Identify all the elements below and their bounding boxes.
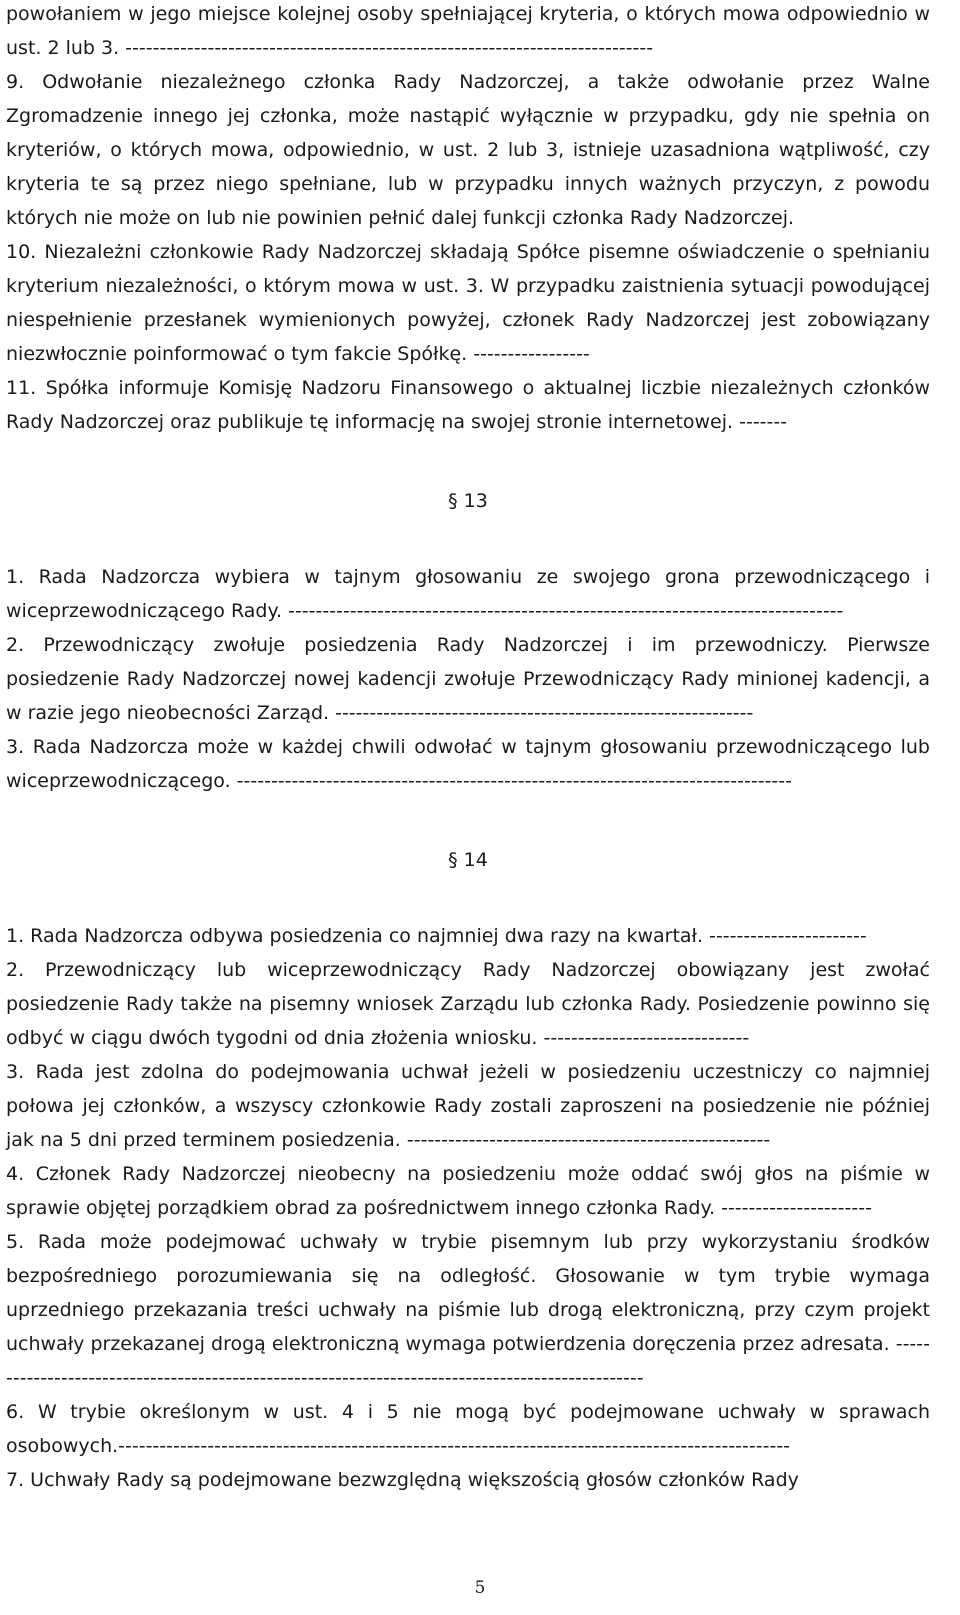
paragraph-10: 10. Niezależni członkowie Rady Nadzorczej składają Spółce pisemne oświadczenie o spełnianiu kryterium niezależności, o którym mowa w ust. 3. W przypadku zaistnienia sytuacji powodującej niespełnienie przesłanek wymienionych powyżej, członek Rady Nadzorczej jest zobowiązany niezwłocznie poinformować o tym fakcie Spółkę. ----------------- — [6, 241, 930, 365]
s13-paragraph-2: 2. Przewodniczący zwołuje posiedzenia Rady Nadzorczej i im przewodniczy. Pierwsze posiedzenie Rady Nadzorczej nowej kadencji zwołuje Przewodniczący Rady minionej kadencji, a w razie jego nieobecności Zarząd. ------------------------------------------------------------- — [6, 634, 930, 724]
section-13-heading: § 13 — [448, 490, 488, 512]
paragraph-11: 11. Spółka informuje Komisję Nadzoru Finansowego o aktualnej liczbie niezależnych członków Rady Nadzorczej oraz publikuje tę informację na swojej stronie internetowej. ------- — [6, 377, 930, 433]
document-body — [6, 0, 930, 1497]
s14-paragraph-3: 3. Rada jest zdolna do podejmowania uchwał jeżeli w posiedzeniu uczestniczy co najmniej połowa jej członków, a wszyscy członkowie Rady zostali zaproszeni na posiedzenie nie później jak na 5 dni przed terminem posiedzenia. ----------------------------------------------------- — [6, 1061, 930, 1151]
s14-paragraph-1: 1. Rada Nadzorcza odbywa posiedzenia co najmniej dwa razy na kwartał. ----------------------- — [6, 925, 867, 947]
paragraph-9: 9. Odwołanie niezależnego członka Rady Nadzorczej, a także odwołanie przez Walne Zgromadzenie innego jej członka, może nastąpić wyłącznie w przypadku, gdy nie spełnia on kryteriów, o których mowa, odpowiednio, w ust. 2 lub 3, istnieje uzasadniona wątpliwość, czy kryteria te są przez niego spełniane, lub w przypadku innych ważnych przyczyn, z powodu których nie może on lub nie powinien pełnić dalej funkcji członka Rady Nadzorczej. — [6, 71, 930, 229]
s14-paragraph-6: 6. W trybie określonym w ust. 4 i 5 nie mogą być podejmowane uchwały w sprawach osobowych.-------------------------------------------------------------------------------------------------- — [6, 1401, 930, 1457]
s14-paragraph-5: 5. Rada może podejmować uchwały w trybie pisemnym lub przy wykorzystaniu środków bezpośredniego porozumiewania się na odległość. Głosowanie w tym trybie wymaga uprzedniego przekazania treści uchwały na piśmie lub drogą elektroniczną, przy czym projekt uchwały przekazanej drogą elektroniczną wymaga potwierdzenia doręczenia przez adresata. -------------------------------------------------------------------------------------------------- — [6, 1231, 930, 1389]
page-number: 5 — [474, 1578, 486, 1598]
paragraph-continuation: powołaniem w jego miejsce kolejnej osoby spełniającej kryteria, o których mowa odpowiednio w ust. 2 lub 3. ----------------------------------------------------------------------------- — [6, 3, 930, 59]
s14-paragraph-4: 4. Członek Rady Nadzorczej nieobecny na posiedzeniu może oddać swój głos na piśmie w sprawie objętej porządkiem obrad za pośrednictwem innego członka Rady. ---------------------- — [6, 1163, 930, 1219]
s13-paragraph-3: 3. Rada Nadzorcza może w każdej chwili odwołać w tajnym głosowaniu przewodniczącego lub wiceprzewodniczącego. --------------------------------------------------------------------------------- — [6, 736, 930, 792]
s14-paragraph-2: 2. Przewodniczący lub wiceprzewodniczący Rady Nadzorczej obowiązany jest zwołać posiedzenie Rady także na pisemny wniosek Zarządu lub członka Rady. Posiedzenie powinno się odbyć w ciągu dwóch tygodni od dnia złożenia wniosku. ------------------------------ — [6, 959, 930, 1049]
section-14-heading: § 14 — [448, 849, 488, 871]
s13-paragraph-1: 1. Rada Nadzorcza wybiera w tajnym głosowaniu ze swojego grona przewodniczącego i wiceprzewodniczącego Rady. --------------------------------------------------------------------------------- — [6, 566, 930, 622]
s14-paragraph-7: 7. Uchwały Rady są podejmowane bezwzględną większością głosów członków Rady — [6, 1469, 799, 1491]
